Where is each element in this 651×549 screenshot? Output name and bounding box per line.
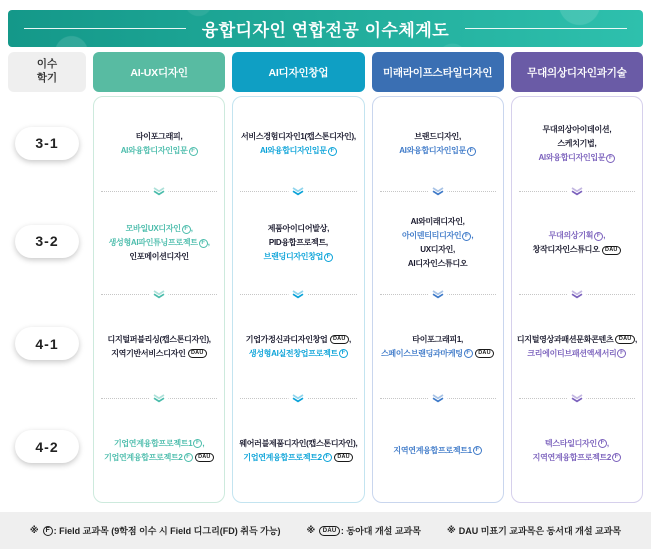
legend-text: : 동아대 개설 교과목 <box>340 526 421 536</box>
course-line <box>533 243 621 257</box>
row-divider <box>380 294 496 295</box>
course-name: 생성형AI실전창업프로젝트 <box>248 348 338 358</box>
course-name: 지역연계융합프로젝트1 <box>393 445 472 455</box>
row-divider <box>240 294 356 295</box>
semester-header-line2: 학기 <box>36 72 58 84</box>
field-degree-icon: F <box>189 147 198 156</box>
dau-badge: DAU <box>615 335 635 344</box>
course-name-suffix: , <box>202 438 205 448</box>
course-cell <box>373 295 503 398</box>
chevron-down-icon <box>150 394 169 403</box>
row-divider <box>101 191 217 192</box>
dau-badge: DAU <box>188 349 208 358</box>
semester-header-line1: 이수 <box>36 58 58 71</box>
course-name: 아이덴티티디자인 <box>401 231 462 240</box>
course-line <box>393 444 481 458</box>
course-cell <box>512 295 642 398</box>
chevron-down-icon <box>428 394 447 403</box>
chevron-down-icon <box>567 394 586 403</box>
course-cell <box>373 97 503 191</box>
field-degree-icon: F <box>462 232 471 241</box>
legend-text: : Field 교과목 (9학점 이수 시 Field 디그리(FD) 취득 가능) <box>53 526 281 536</box>
field-degree-icon: F <box>606 154 615 163</box>
legend-item <box>447 524 621 537</box>
row-divider <box>380 398 496 399</box>
course-name: 크리에이티브패션액세서리 <box>527 348 617 358</box>
course-cell <box>512 399 642 502</box>
course-name: 기업연계융합프로젝트2 <box>243 452 322 462</box>
field-degree-icon: F <box>199 239 208 248</box>
course-line <box>402 229 473 243</box>
column-header-ai-ux-design: AI-UX디자인 <box>93 52 225 92</box>
course-line <box>108 333 211 347</box>
semester-pill: 4-2 <box>15 430 79 463</box>
field-degree-icon: F <box>612 453 621 462</box>
course-name-suffix: , <box>471 231 474 240</box>
course-name: 생성형AI파인튜닝프로젝트 <box>108 238 198 247</box>
course-name-suffix: , <box>190 224 193 233</box>
semester-rail-cell <box>8 190 86 292</box>
course-name: 웨어러블제품디자인(캡스톤디자인), <box>239 438 358 448</box>
course-cell <box>94 295 224 398</box>
course-cell <box>94 192 224 294</box>
course-name-suffix: , <box>349 334 351 344</box>
chevron-down-icon <box>289 290 308 299</box>
course-cell <box>373 192 503 294</box>
course-line <box>527 347 626 361</box>
field-degree-icon: F <box>323 453 332 462</box>
title-deco-line-right <box>465 28 627 30</box>
course-cell <box>233 295 363 398</box>
dau-badge: DAU <box>319 526 340 536</box>
course-line <box>557 137 596 151</box>
semester-header-box <box>8 52 86 92</box>
legend-bullet: ※ <box>306 525 316 535</box>
course-line <box>129 250 188 264</box>
column-header-future-lifestyle-design: 미래라이프스타일디자인 <box>372 52 504 92</box>
dau-badge: DAU <box>334 453 354 462</box>
dau-badge: DAU <box>602 246 622 255</box>
course-line <box>246 333 351 347</box>
course-line <box>269 236 328 250</box>
course-line <box>241 130 356 144</box>
course-name: 기업연계융합프로젝트1 <box>113 438 193 448</box>
dau-badge: DAU <box>330 335 350 344</box>
legend-bullet: ※ <box>29 525 39 535</box>
course-name: AI와미래디자인, <box>410 217 465 226</box>
chevron-down-icon <box>289 187 308 196</box>
row-divider <box>380 191 496 192</box>
chevron-down-icon <box>289 394 308 403</box>
course-cell <box>233 192 363 294</box>
row-divider <box>101 294 217 295</box>
field-degree-icon: F <box>617 349 626 358</box>
course-name: AI디자인스튜디오 <box>407 259 468 268</box>
course-name: 창작디자인스튜디오 <box>532 245 600 254</box>
course-name: AI와융합디자인입문 <box>538 153 606 162</box>
course-line <box>542 123 611 137</box>
title-deco-line-left <box>24 28 186 30</box>
course-column-ai-ux-design <box>93 96 225 503</box>
course-name: 타이포그래피1, <box>412 334 463 344</box>
course-name: PID융합프로젝트, <box>268 238 328 247</box>
chevron-down-icon <box>150 290 169 299</box>
field-degree-icon: F <box>598 439 607 448</box>
course-name: 모바일UX디자인 <box>125 224 181 233</box>
row-divider <box>240 191 356 192</box>
course-line <box>264 250 333 264</box>
course-line <box>411 215 465 229</box>
semester-pill: 4-1 <box>15 327 79 360</box>
course-line <box>268 222 329 236</box>
course-name: 디지털퍼블리싱(캡스톤디자인), <box>107 334 211 344</box>
field-degree-icon: F <box>324 253 333 262</box>
dau-badge: DAU <box>195 453 215 462</box>
course-name: 지역기반서비스디자인 <box>111 348 186 358</box>
course-cell <box>94 97 224 191</box>
course-cell <box>233 399 363 502</box>
course-name: 타이포그래피, <box>135 132 183 141</box>
column-header-ai-design-startup: AI디자인창업 <box>232 52 364 92</box>
course-line <box>533 451 621 465</box>
course-line <box>111 347 207 361</box>
course-name: 무대의상아이데이션, <box>542 125 612 134</box>
course-cell <box>512 192 642 294</box>
field-degree-icon: F <box>182 225 191 234</box>
course-line <box>109 236 210 250</box>
chevron-down-icon <box>150 187 169 196</box>
course-line <box>420 243 455 257</box>
course-name: 스페이스브랜딩과마케팅 <box>381 348 463 358</box>
course-column-future-lifestyle-design <box>372 96 504 503</box>
semester-rail-cell <box>8 395 86 498</box>
course-name: 브랜드디자인, <box>414 132 461 141</box>
curriculum-grid <box>8 52 643 503</box>
field-degree-icon: F <box>328 147 337 156</box>
course-name: 서비스경험디자인1(캡스톤디자인), <box>240 132 356 141</box>
course-name: AI와융합디자인입문 <box>120 146 188 155</box>
legend-item <box>307 524 421 537</box>
legend-bar <box>0 512 651 549</box>
course-name: 브랜딩디자인창업 <box>263 252 324 261</box>
course-line <box>126 222 193 236</box>
course-column-stage-costume-design-tech <box>511 96 643 503</box>
course-line <box>549 229 606 243</box>
course-cell <box>512 97 642 191</box>
course-line <box>260 144 337 158</box>
row-divider <box>240 398 356 399</box>
legend-text: DAU 미표기 교과목은 동서대 개설 교과목 <box>458 526 622 536</box>
course-line <box>408 257 467 271</box>
course-name: 인포메이션디자인 <box>129 252 189 261</box>
course-name: 텍스타일디자인 <box>544 438 597 448</box>
course-cell <box>233 97 363 191</box>
course-name: UX디자인, <box>420 245 455 254</box>
chevron-down-icon <box>428 290 447 299</box>
chevron-down-icon <box>428 187 447 196</box>
row-divider <box>519 398 635 399</box>
course-column-ai-design-startup <box>232 96 364 503</box>
course-name: AI와융합디자인입문 <box>399 146 467 155</box>
chevron-down-icon <box>567 290 586 299</box>
field-degree-icon: F <box>193 439 202 448</box>
course-line <box>538 151 615 165</box>
course-name: 지역연계융합프로젝트2 <box>532 452 612 462</box>
column-header-stage-costume-design-tech: 무대의상디자인과기술 <box>511 52 643 92</box>
semester-rail-cell <box>8 292 86 395</box>
chevron-down-icon <box>567 187 586 196</box>
dau-badge: DAU <box>475 349 495 358</box>
semester-rail-cell <box>8 96 86 190</box>
row-divider <box>101 398 217 399</box>
course-line <box>517 333 637 347</box>
course-line <box>136 130 183 144</box>
course-line <box>399 144 476 158</box>
course-line <box>104 451 214 465</box>
course-name: AI와융합디자인입문 <box>259 146 327 155</box>
course-name: 디지털영상과패션문화콘텐츠 <box>516 334 614 344</box>
course-cell <box>94 399 224 502</box>
course-line <box>243 451 353 465</box>
field-degree-icon: F <box>464 349 473 358</box>
field-degree-icon: F <box>339 349 348 358</box>
page-title: 융합디자인 연합전공 이수체계도 <box>201 21 450 40</box>
field-degree-icon: F <box>467 147 476 156</box>
course-line <box>381 347 494 361</box>
course-name: 기업연계융합프로젝트2 <box>104 452 183 462</box>
semester-rail <box>8 96 86 503</box>
course-line <box>121 144 198 158</box>
course-line <box>545 437 609 451</box>
course-name: 무대의상기획 <box>548 231 594 240</box>
semester-pill: 3-1 <box>15 127 79 160</box>
course-line <box>412 333 463 347</box>
field-degree-icon: F <box>594 232 603 241</box>
legend-bullet: ※ <box>446 525 456 535</box>
row-divider <box>519 191 635 192</box>
course-name-suffix: , <box>207 238 210 247</box>
course-line <box>414 130 461 144</box>
course-name-suffix: , <box>606 438 609 448</box>
course-name: 제품아이디어발상, <box>267 224 330 233</box>
legend-item <box>30 524 281 537</box>
course-line <box>114 437 204 451</box>
course-cell <box>373 399 503 502</box>
title-bar <box>8 10 643 47</box>
course-name: 스케치기법, <box>557 139 597 148</box>
course-name: 기업가정신과디자인창업 <box>245 334 328 344</box>
course-line <box>249 347 348 361</box>
row-divider <box>519 294 635 295</box>
course-line <box>239 437 357 451</box>
course-name-suffix: , <box>603 231 606 240</box>
course-name-suffix: , <box>634 334 637 344</box>
field-degree-icon: F <box>43 526 53 536</box>
semester-pill: 3-2 <box>15 225 79 258</box>
field-degree-icon: F <box>473 446 482 455</box>
field-degree-icon: F <box>184 453 193 462</box>
